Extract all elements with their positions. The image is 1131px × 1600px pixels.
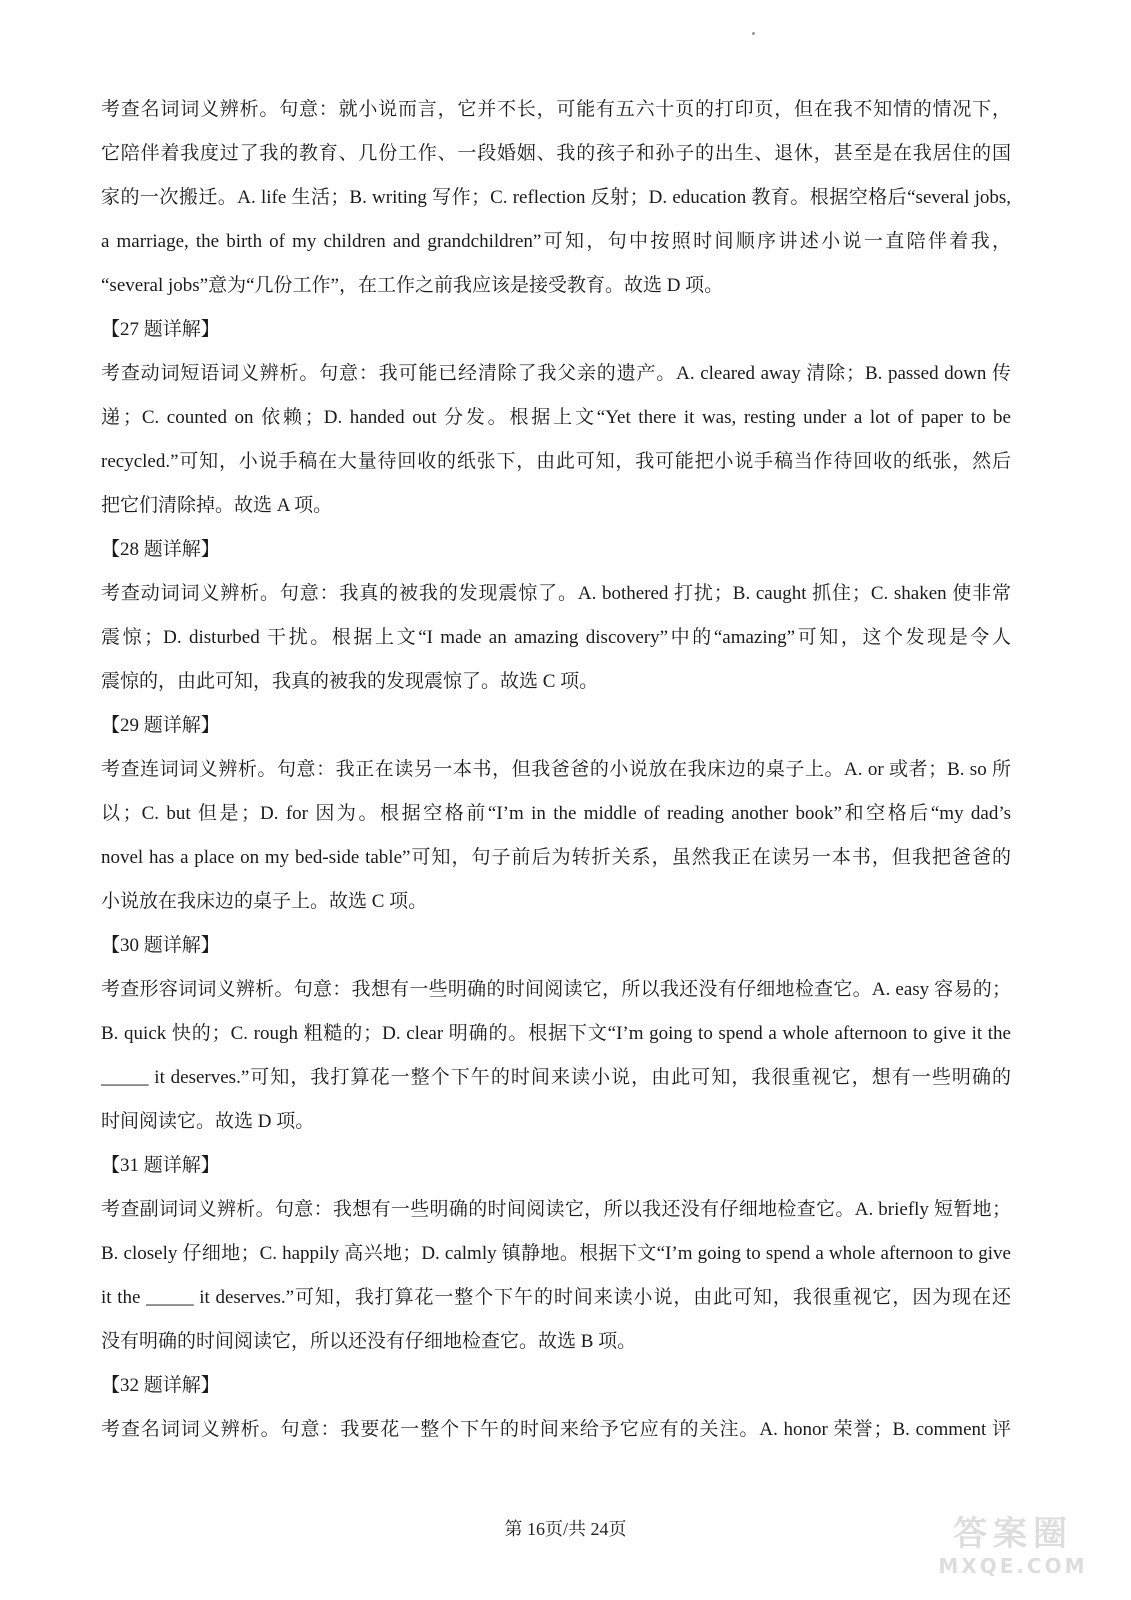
- paragraph-26: [101, 88, 1011, 308]
- section-30: [101, 924, 1011, 1144]
- section-heading: 【28 题详解】: [101, 539, 220, 560]
- text-line: 没有明确的时间阅读它，所以还没有仔细地检查它。故选 B 项。: [101, 1331, 637, 1352]
- text-line: 考查名词词义辨析。句意：就小说而言，它并不长，可能有五六十页的打印页，但在我不知情的情况下，: [101, 99, 1011, 120]
- text-line: 时间阅读它。故选 D 项。: [101, 1111, 315, 1132]
- text-line: 考查副词词义辨析。句意：我想有一些明确的时间阅读它，所以我还没有仔细地检查它。A. briefly 短暂地；: [101, 1199, 1011, 1220]
- section-29: [101, 704, 1011, 924]
- watermark-url: MXQE.COM: [938, 1554, 1088, 1578]
- document-body: [101, 88, 1011, 1452]
- section-27: [101, 308, 1011, 528]
- text-line: “several jobs”意为“几份工作”，在工作之前我应该是接受教育。故选 D 项。: [101, 275, 724, 296]
- text-line: a marriage, the birth of my children and grandchildren”可知，句中按照时间顺序讲述小说一直陪伴着我，: [101, 231, 1011, 252]
- text-line: 它陪伴着我度过了我的教育、几份工作、一段婚姻、我的孩子和孙子的出生、退休，甚至是在我居住的国: [101, 143, 1011, 164]
- text-line: 考查连词词义辨析。句意：我正在读另一本书，但我爸爸的小说放在我床边的桌子上。A. or 或者；B. so 所: [101, 759, 1011, 780]
- text-line: 震惊的，由此可知，我真的被我的发现震惊了。故选 C 项。: [101, 671, 599, 692]
- watermark-title: 答案圈: [953, 1514, 1073, 1554]
- watermark-logo: [913, 1514, 1113, 1584]
- text-line: B. quick 快的；C. rough 粗糙的；D. clear 明确的。根据下文“I’m going to spend a whole afternoon to give it the: [101, 1023, 1011, 1044]
- section-heading: 【27 题详解】: [101, 319, 220, 340]
- section-heading: 【29 题详解】: [101, 715, 220, 736]
- text-line: 考查动词词义辨析。句意：我真的被我的发现震惊了。A. bothered 打扰；B. caught 抓住；C. shaken 使非常: [101, 583, 1011, 604]
- text-line: 震惊；D. disturbed 干扰。根据上文“I made an amazing discovery”中的“amazing”可知，这个发现是令人: [101, 627, 1011, 648]
- page-number: 第 16页/共 24页: [504, 1519, 627, 1539]
- section-31: [101, 1144, 1011, 1364]
- text-line: it the _____ it deserves.”可知，我打算花一整个下午的时间来读小说，由此可知，我很重视它，因为现在还: [101, 1287, 1011, 1308]
- text-line: B. closely 仔细地；C. happily 高兴地；D. calmly 镇静地。根据下文“I’m going to spend a whole afternoon to give: [101, 1243, 1011, 1264]
- text-line: 以；C. but 但是；D. for 因为。根据空格前“I’m in the middle of reading another book”和空格后“my dad’s: [101, 803, 1011, 824]
- text-line: _____ it deserves.”可知，我打算花一整个下午的时间来读小说，由此可知，我很重视它，想有一些明确的: [101, 1067, 1011, 1088]
- text-line: novel has a place on my bed-side table”可知，句子前后为转折关系，虽然我正在读另一本书，但我把爸爸的: [101, 847, 1011, 868]
- text-line: 把它们清除掉。故选 A 项。: [101, 495, 333, 516]
- text-line: 家的一次搬迁。A. life 生活；B. writing 写作；C. reflection 反射；D. education 教育。根据空格后“several jobs,: [101, 187, 1011, 208]
- section-heading: 【30 题详解】: [101, 935, 220, 956]
- section-28: [101, 528, 1011, 704]
- section-heading: 【32 题详解】: [101, 1375, 220, 1396]
- section-32: [101, 1364, 1011, 1452]
- text-line: 小说放在我床边的桌子上。故选 C 项。: [101, 891, 428, 912]
- scan-dot: [752, 32, 755, 35]
- text-line: 考查形容词词义辨析。句意：我想有一些明确的时间阅读它，所以我还没有仔细地检查它。A. easy 容易的；: [101, 979, 1011, 1000]
- section-heading: 【31 题详解】: [101, 1155, 220, 1176]
- text-line: 考查名词词义辨析。句意：我要花一整个下午的时间来给予它应有的关注。A. honor 荣誉；B. comment 评: [101, 1419, 1011, 1440]
- text-line: recycled.”可知，小说手稿在大量待回收的纸张下，由此可知，我可能把小说手稿当作待回收的纸张，然后: [101, 451, 1011, 472]
- text-line: 考查动词短语词义辨析。句意：我可能已经清除了我父亲的遗产。A. cleared away 清除；B. passed down 传: [101, 363, 1011, 384]
- text-line: 递；C. counted on 依赖；D. handed out 分发。根据上文“Yet there it was, resting under a lot of paper to be: [101, 407, 1011, 428]
